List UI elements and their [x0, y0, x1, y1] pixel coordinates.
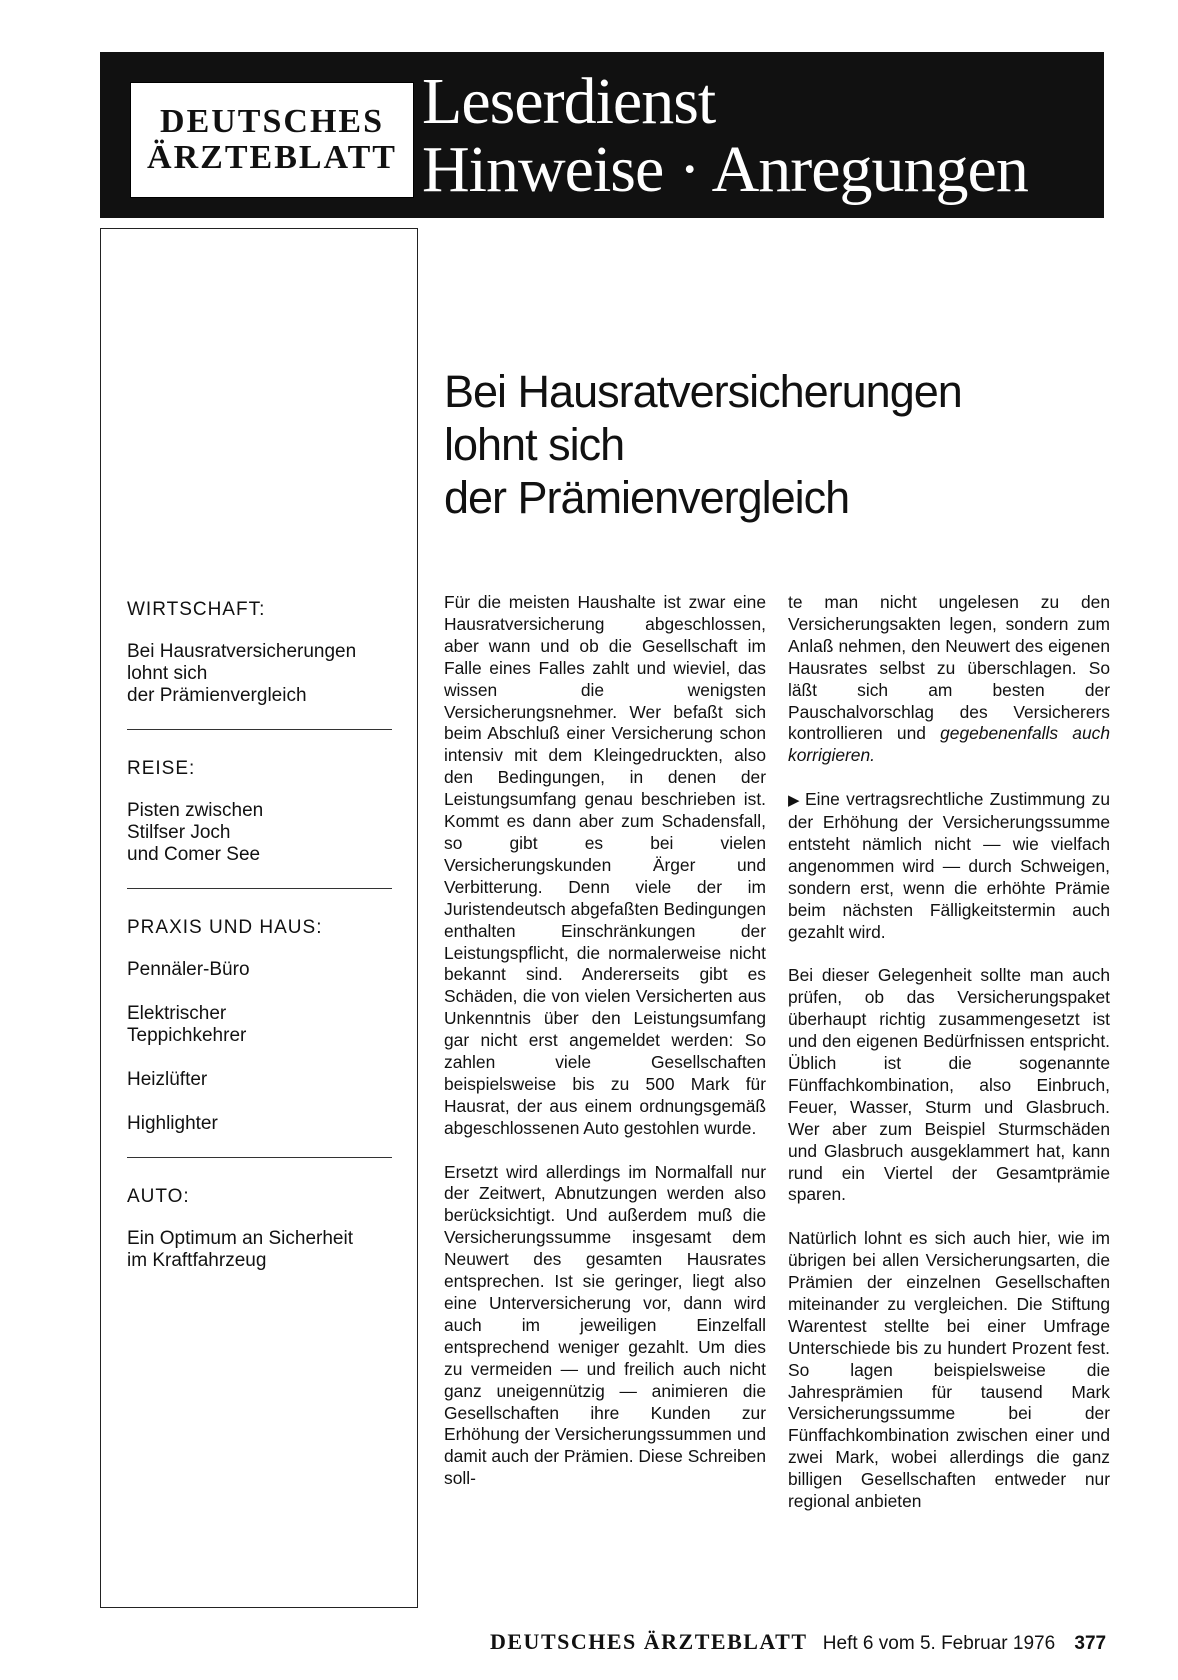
- paragraph: Ersetzt wird allerdings im Normalfall nur der Zeitwert, Abnutzungen werden also berücksichtigt. Und außerdem muß die Versicherungssumme insgesamt dem Neuwert des gesamten Hausrates entsprechen. Ist sie geringer, liegt also eine Unterversicherung vor, dann wird auch im jeweiligen Einzelfall entsprechend weniger gezahlt. Um dies zu vermeiden — und freilich auch nicht ganz uneigennützig — animieren die Gesellschaften ihre Kunden zur Erhöhung der Versicherungssummen und damit auch der Prämien. Diese Schreiben soll-: [444, 1161, 766, 1489]
- paragraph-emphasis: gegebenenfalls auch korrigieren.: [788, 723, 1110, 766]
- article-title-line-3: der Prämienvergleich: [444, 472, 850, 523]
- logo-line-1: DEUTSCHES: [160, 103, 384, 140]
- logo-line-2: ÄRZTEBLATT: [147, 139, 397, 176]
- contents-sidebar: [100, 228, 418, 1608]
- sidebar-heading-praxis-und-haus: PRAXIS UND HAUS:: [127, 917, 323, 938]
- divider: [127, 1157, 392, 1158]
- footer-journal-name: DEUTSCHES ÄRZTEBLATT: [490, 1629, 808, 1654]
- paragraph-text: Eine vertragsrechtliche Zustimmung zu der Erhöhung der Versicherungssumme entsteht nämlich nicht — wie vielfach angenommen wird — durch Schweigen, sondern erst, wenn die erhöhte Prämie beim nächsten Fälligkeitstermin auch gezahlt wird.: [788, 789, 1111, 942]
- sidebar-item[interactable]: Ein Optimum an Sicherheit im Kraftfahrzeug: [127, 1228, 353, 1271]
- paragraph: Natürlich lohnt es sich auch hier, wie im übrigen bei allen Versicherungsarten, die Prämien der einzelnen Gesellschaften miteinander zu vergleichen. Die Stiftung Warentest stellte bei einer Umfrage Unterschiede bis zu hundert Prozent fest. So lagen beispielsweise die Jahresprämien für tausend Mark Versicherungssumme bei der Fünffachkombination zwischen einer und zwei Mark, wobei allerdings die ganz billigen Gesellschaften entweder nur regional anbieten: [788, 1228, 1110, 1512]
- paragraph: Für die meisten Haushalte ist zwar eine Hausratversicherung abgeschlossen, aber wann und ob die Gesellschaft im Falle eines Falles zahlt und wieviel, das wissen die wenigsten Versicherungsnehmer. Wer befaßt sich beim Abschluß einer Versicherung schon intensiv mit dem Kleingedruckten, also den Bedingungen, in denen der Leistungsumfang genau beschrieben ist. Kommt es dann aber zum Schadensfall, so gibt es bei vielen Versicherungskunden Ärger und Verbitterung. Denn viele der im Juristendeutsch abgefaßten Bedingungen enthalten Einschränkungen der Leistungspflicht, die normalerweise nicht bekannt sind. Andererseits gibt es Schäden, die von vielen Versicherten aus Unkenntnis über den Leistungsumfang gar nicht erst angemeldet werden: So zahlen viele Gesellschaften beispielsweise bis zu 500 Mark für Hausrat, der aus einem ordnungsgemäß abgeschlossenen Auto gestohlen wurde.: [444, 592, 766, 1138]
- sidebar-item[interactable]: Elektrischer Teppichkehrer: [127, 1003, 247, 1046]
- masthead-banner: [100, 52, 1104, 218]
- article-column-1: [444, 592, 766, 1490]
- triangle-bullet-icon: ▶: [788, 792, 802, 810]
- paragraph-text: te man nicht ungelesen zu den Versicherungsakten legen, sondern zum Anlaß nehmen, den Neuwert des eigenen Hausrates selbst zu überschlagen. So läßt sich am besten der Pauschalvorschlag des Versicherers kontrollieren und: [788, 592, 1110, 744]
- sidebar-item[interactable]: Pennäler-Büro: [127, 959, 250, 980]
- paragraph: [788, 789, 1110, 943]
- section-title-line-2: Hinweise · Anregungen: [422, 133, 1028, 206]
- article-title: [444, 365, 1044, 524]
- section-title-line-1: Leserdienst: [422, 65, 716, 138]
- article-title-line-2: lohnt sich: [444, 419, 625, 470]
- sidebar-item[interactable]: Bei Hausratversicherungen lohnt sich der Prämienvergleich: [127, 641, 357, 706]
- sidebar-item[interactable]: Highlighter: [127, 1113, 218, 1134]
- sidebar-heading-reise: REISE:: [127, 758, 196, 779]
- section-title: [422, 65, 1028, 206]
- journal-logo: [130, 82, 414, 198]
- sidebar-heading-auto: AUTO:: [127, 1186, 190, 1207]
- footer-issue: Heft 6 vom 5. Februar 1976: [822, 1633, 1056, 1654]
- contents-list: [127, 599, 397, 1294]
- page-number: 377: [1074, 1633, 1107, 1654]
- page-footer: [490, 1629, 1107, 1655]
- divider: [127, 888, 392, 889]
- sidebar-item[interactable]: Heizlüfter: [127, 1069, 208, 1090]
- paragraph: [788, 592, 1110, 767]
- article-column-2: [788, 592, 1110, 1513]
- article-title-line-1: Bei Hausratversicherungen: [444, 366, 962, 417]
- paragraph: Bei dieser Gelegenheit sollte man auch prüfen, ob das Versicherungspaket überhaupt richtig zusammengesetzt ist und den eigenen Bedürfnissen entspricht. Üblich ist die sogenannte Fünffachkombination, also Einbruch, Feuer, Wasser, Sturm und Glasbruch. Wer aber zum Beispiel Sturmschäden und Glasbruch ausgeklammert hat, kann rund ein Viertel der Gesamtprämie sparen.: [788, 965, 1110, 1205]
- sidebar-heading-wirtschaft: WIRTSCHAFT:: [127, 599, 266, 620]
- divider: [127, 729, 392, 730]
- sidebar-item[interactable]: Pisten zwischen Stilfser Joch und Comer See: [127, 800, 264, 865]
